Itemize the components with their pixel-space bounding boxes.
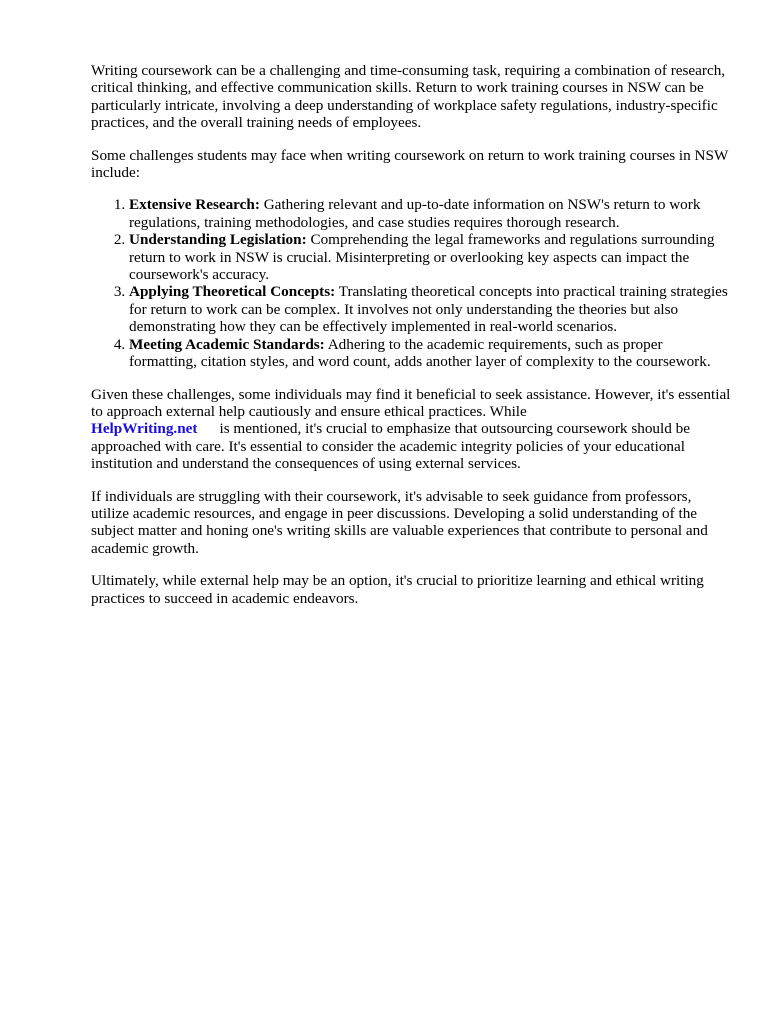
list-item	[129, 231, 731, 283]
intro-paragraph: Writing coursework can be a challenging and time-consuming task, requiring a combination of research, critical thinking, and effective communication skills. Return to work training courses in NSW can be particularly intricate, involving a deep understanding of workplace safety regulations, industry-specific practices, and the overall training needs of employees.	[91, 62, 726, 132]
challenges-list	[91, 196, 731, 370]
conclusion-paragraph: Ultimately, while external help may be an option, it's crucial to prioritize learning and ethical writing practices to succeed in academic endeavors.	[91, 572, 704, 607]
help-text-before: Given these challenges, some individuals may find it beneficial to seek assistance. However, it's essential to approach external help cautiously and ensure ethical practices. While	[91, 385, 731, 420]
list-item	[129, 336, 731, 371]
challenge-text: Translating theoretical concepts into practical training strategies for return to work can be complex. It involves not only understanding the theories but also demonstrating how they can be effectively implemented in real-world scenarios.	[129, 283, 728, 336]
challenge-text: Gathering relevant and up-to-date information on NSW's return to work regulations, training methodologies, and case studies requires thorough research.	[129, 196, 701, 231]
help-text-after: is mentioned, it's crucial to emphasize that outsourcing coursework should be approached with care. It's essential to consider the academic integrity policies of your educational institution and understand the consequences of using external services.	[91, 420, 690, 473]
document-page	[91, 62, 731, 622]
challenge-term: Applying Theoretical Concepts:	[129, 283, 336, 301]
challenge-text: Comprehending the legal frameworks and regulations surrounding return to work in NSW is crucial. Misinterpreting or overlooking key aspects can impact the coursework's accuracy.	[129, 231, 715, 284]
challenge-term: Meeting Academic Standards:	[129, 335, 325, 353]
guidance-paragraph: If individuals are struggling with their coursework, it's advisable to seek guidance from professors, utilize academic resources, and engage in peer discussions. Developing a solid understanding of the subject matter and honing one's writing skills are valuable experiences that contribute to personal and academic growth.	[91, 487, 708, 557]
helpwriting-link[interactable]: HelpWriting.net	[91, 420, 198, 438]
list-item	[129, 196, 731, 231]
challenges-intro-paragraph: Some challenges students may face when writing coursework on return to work training courses in NSW include:	[91, 146, 729, 182]
list-item	[129, 283, 731, 335]
challenge-text: Adhering to the academic requirements, such as proper formatting, citation styles, and word count, adds another layer of complexity to the coursework.	[129, 335, 711, 371]
challenge-term: Extensive Research:	[129, 196, 260, 214]
challenge-term: Understanding Legislation:	[129, 231, 307, 249]
help-paragraph	[91, 386, 731, 473]
